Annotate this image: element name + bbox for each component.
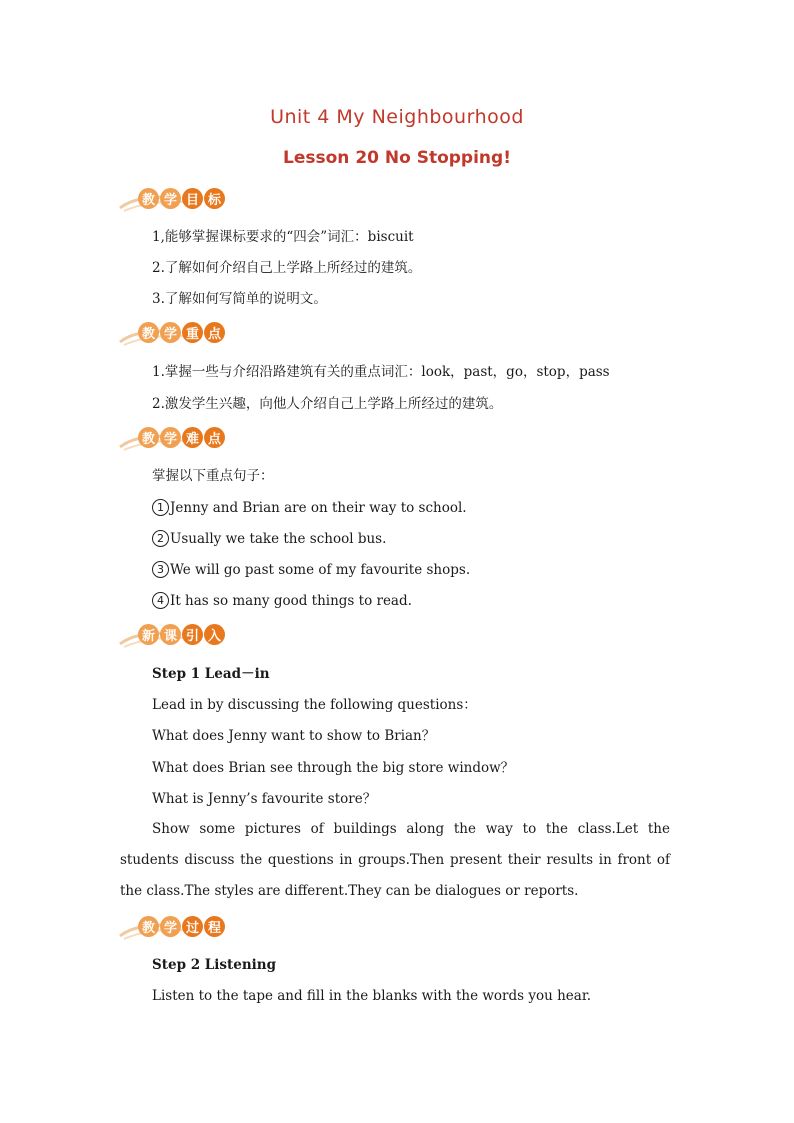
- circled-number: 1: [152, 499, 169, 516]
- badge-char: 教: [138, 188, 159, 209]
- lesson-title: Lesson 20 No Stopping!: [283, 148, 511, 168]
- intro-paragraph: Show some pictures of buildings along the way to the class.Let the students discuss the questions in groups.Then present their results in front of the class.The styles are different.They can be dialogues or reports.: [120, 821, 670, 899]
- badge-char: 教: [138, 322, 159, 343]
- key-point-item: 2.激发学生兴趣，向他人介绍自己上学路上所经过的建筑。: [152, 396, 503, 412]
- intro-question: What does Brian see through the big store window？: [152, 760, 515, 776]
- key-sentence: [152, 530, 386, 548]
- badge-char: 入: [204, 624, 225, 645]
- badge-char: 课: [160, 624, 181, 645]
- section-badge-key-points: [118, 320, 228, 348]
- key-sentence: [152, 499, 467, 517]
- circled-number: 2: [152, 530, 169, 547]
- badge-char: 标: [204, 188, 225, 209]
- badge-char: 程: [204, 916, 225, 937]
- badge-char: 重: [182, 322, 203, 343]
- key-sentence: [152, 592, 412, 610]
- badge-char: 点: [204, 322, 225, 343]
- step-heading: Step 1 Lead－in: [152, 666, 270, 682]
- badge-char: 过: [182, 916, 203, 937]
- section-badge-intro: [118, 622, 228, 650]
- key-point-item: 1.掌握一些与介绍沿路建筑有关的重点词汇：look，past，go，stop，pass: [152, 364, 610, 380]
- process-line: Listen to the tape and fill in the blanks with the words you hear.: [152, 988, 592, 1004]
- badge-char: 难: [182, 427, 203, 448]
- badge-char: 教: [138, 916, 159, 937]
- circled-number: 4: [152, 592, 169, 609]
- key-sentence-text: Usually we take the school bus.: [170, 531, 387, 547]
- intro-line: Lead in by discussing the following questions：: [152, 697, 477, 713]
- key-sentence-text: Jenny and Brian are on their way to school.: [170, 500, 467, 516]
- section-badge-process: [118, 914, 228, 942]
- difficulties-intro: 掌握以下重点句子：: [152, 468, 274, 484]
- section-badge-difficulties: [118, 425, 228, 453]
- badge-char: 新: [138, 624, 159, 645]
- objective-item: 2.了解如何介绍自己上学路上所经过的建筑。: [152, 260, 422, 276]
- circled-number: 3: [152, 561, 169, 578]
- key-sentence-text: We will go past some of my favourite shops.: [170, 562, 471, 578]
- document-title: Unit 4 My Neighbourhood: [270, 106, 524, 128]
- badge-char: 学: [160, 916, 181, 937]
- badge-char: 学: [160, 322, 181, 343]
- badge-char: 引: [182, 624, 203, 645]
- key-sentence: [152, 561, 470, 579]
- intro-question: What does Jenny want to show to Brian？: [152, 728, 436, 744]
- intro-question: What is Jenny’s favourite store？: [152, 791, 377, 807]
- objective-item: 1,能够掌握课标要求的“四会”词汇：biscuit: [152, 229, 414, 245]
- badge-char: 目: [182, 188, 203, 209]
- badge-char: 学: [160, 188, 181, 209]
- objective-item: 3.了解如何写简单的说明文。: [152, 291, 327, 307]
- section-badge-objectives: [118, 186, 228, 214]
- badge-char: 点: [204, 427, 225, 448]
- badge-char: 学: [160, 427, 181, 448]
- key-sentence-text: It has so many good things to read.: [170, 593, 412, 609]
- badge-char: 教: [138, 427, 159, 448]
- step-heading: Step 2 Listening: [152, 957, 277, 973]
